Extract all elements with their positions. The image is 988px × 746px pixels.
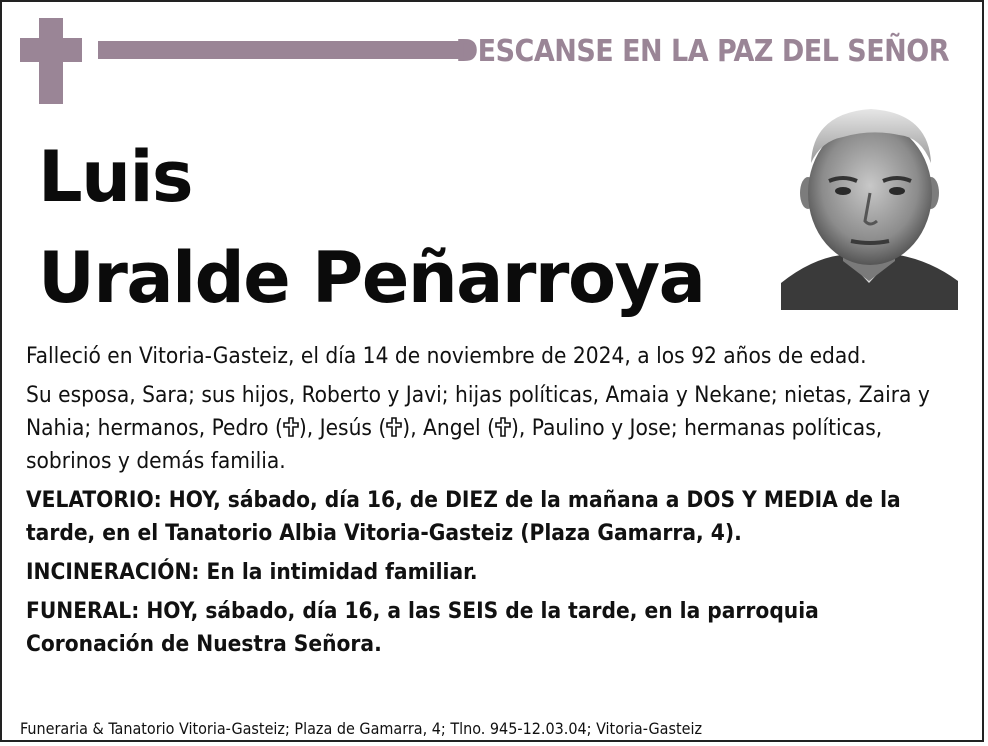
velatorio-notice: VELATORIO: HOY, sábado, día 16, de DIEZ de la mañana a DOS Y MEDIA de la tarde, en el Tanatorio Albia Vitoria-Gasteiz (Plaza Gamarra, 4). bbox=[26, 487, 901, 546]
portrait-photo bbox=[781, 101, 958, 310]
family-list bbox=[26, 379, 946, 478]
death-notice: Falleció en Vitoria-Gasteiz, el día 14 de noviembre de 2024, a los 92 años de edad. bbox=[26, 343, 867, 369]
family-text-2: ), Jesús ( bbox=[298, 415, 387, 441]
header-title: DESCANSE EN LA PAZ DEL SEÑOR bbox=[455, 34, 949, 69]
funeral-notice: FUNERAL: HOY, sábado, día 16, a las SEIS de la tarde, en la parroquia Coronación de Nuestra Señora. bbox=[26, 598, 819, 657]
family-text-1: Su esposa, Sara; sus hijos, Roberto y Javi; hijas políticas, Amaia y Nekane; nietas, Zaira y Nahia; hermanos, Pedro ( bbox=[26, 382, 930, 441]
header-divider bbox=[98, 41, 472, 59]
deceased-cross-icon bbox=[386, 417, 402, 437]
deceased-cross-icon bbox=[283, 417, 299, 437]
cross-icon-bar bbox=[20, 38, 82, 62]
deceased-cross-icon bbox=[495, 417, 511, 437]
obituary-body bbox=[26, 340, 946, 667]
last-name: Uralde Peñarroya bbox=[38, 237, 705, 319]
family-text-4: ), Paulino y Jose; hermanas políticas, sobrinos y demás familia. bbox=[26, 415, 883, 474]
family-text-3: ), Angel ( bbox=[402, 415, 495, 441]
incineracion-notice: INCINERACIÓN: En la intimidad familiar. bbox=[26, 559, 478, 585]
first-name: Luis bbox=[38, 136, 193, 218]
funeral-home-footer: Funeraria & Tanatorio Vitoria-Gasteiz; Plaza de Gamarra, 4; Tlno. 945-12.03.04; Vitoria-Gasteiz bbox=[20, 719, 703, 738]
